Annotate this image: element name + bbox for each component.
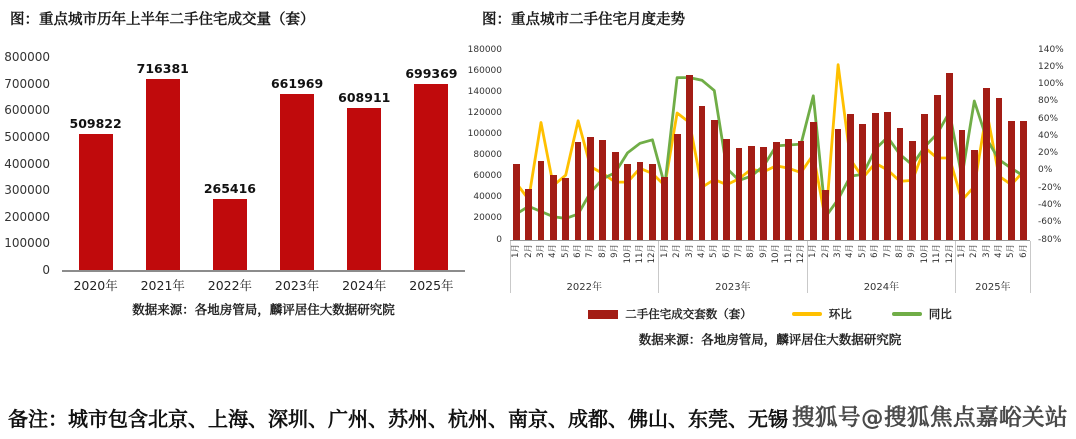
- percent-axis-tick-label: -40%: [1038, 199, 1062, 210]
- monthly-volume-bar: [624, 164, 631, 240]
- bar-2021年: [146, 79, 180, 270]
- monthly-volume-bar: [736, 148, 743, 240]
- month-tick-label: 10月: [771, 244, 782, 264]
- legend-item: [792, 306, 852, 322]
- bar-value-label: 608911: [338, 89, 391, 105]
- monthly-volume-bar: [773, 142, 780, 240]
- left-chart-y-axis: [0, 50, 54, 277]
- month-tick-label: 10月: [919, 244, 930, 264]
- month-tick-label: 4月: [994, 244, 1005, 258]
- right-chart-percent-axis: [1036, 44, 1076, 245]
- monthly-volume-bar: [525, 189, 532, 240]
- year-label: 2025年: [975, 282, 1011, 293]
- monthly-volume-bar: [946, 73, 953, 240]
- month-tick-label: 5月: [560, 244, 571, 258]
- left-axis-tick-label: 60000: [473, 171, 502, 182]
- month-tick-label: 4月: [548, 244, 559, 258]
- legend-label: 同比: [928, 307, 952, 321]
- month-tick-label: 1月: [808, 244, 819, 258]
- left-axis-tick-label: 160000: [467, 65, 502, 76]
- left-chart-plot-area: [62, 57, 465, 272]
- month-tick-label: 7月: [585, 244, 596, 258]
- month-tick-label: 11月: [635, 244, 645, 264]
- percent-axis-tick-label: 100%: [1038, 79, 1064, 90]
- left-axis-tick-label: 140000: [467, 86, 502, 97]
- monthly-volume-bar: [575, 142, 582, 240]
- month-tick-label: 12月: [647, 244, 658, 264]
- monthly-volume-bar: [785, 139, 792, 240]
- percent-axis-tick-label: 40%: [1038, 130, 1059, 141]
- bar-2023年: [280, 94, 314, 270]
- month-tick-label: 5月: [857, 244, 868, 258]
- month-tick-label: 1月: [956, 244, 967, 258]
- month-tick-label: 3月: [981, 244, 992, 258]
- monthly-volume-bar: [1020, 121, 1027, 240]
- month-tick-label: 4月: [696, 244, 707, 258]
- bar-value-label: 699369: [405, 65, 458, 81]
- month-tick-label: 2月: [969, 244, 980, 258]
- left-chart-x-axis: [62, 274, 465, 294]
- bar-value-label: 265416: [203, 181, 256, 197]
- monthly-volume-bar: [934, 95, 941, 240]
- percent-axis-tick-label: 80%: [1038, 96, 1059, 107]
- percent-axis-tick-label: 140%: [1038, 44, 1064, 55]
- monthly-volume-bar: [748, 146, 755, 240]
- bar-value-label: 509822: [69, 116, 122, 132]
- left-chart-source: 数据来源：各地房管局，麟评居住大数据研究院: [132, 302, 395, 317]
- monthly-volume-bar: [637, 162, 644, 240]
- month-tick-label: 1月: [511, 244, 522, 258]
- monthly-volume-bar: [587, 137, 594, 240]
- month-tick-label: 4月: [845, 244, 856, 258]
- year-label: 2024年: [863, 282, 900, 293]
- legend-label: 环比: [828, 307, 852, 321]
- monthly-volume-bar: [798, 141, 805, 240]
- month-tick-label: 2月: [523, 244, 534, 258]
- left-axis-tick-label: 40000: [473, 192, 502, 203]
- left-axis-tick-label: 100000: [467, 128, 502, 139]
- monthly-volume-bar: [760, 147, 767, 240]
- month-tick-label: 8月: [746, 244, 757, 258]
- note-text: 备注：城市包含北京、上海、深圳、广州、苏州、杭州、南京、成都、佛山、东莞、无锡: [8, 407, 788, 431]
- monthly-volume-bar: [711, 120, 718, 240]
- right-chart-source: 数据来源：各地房管局，麟评居住大数据研究院: [638, 332, 902, 347]
- year-label: 2023年: [715, 282, 751, 293]
- monthly-volume-bar: [538, 161, 545, 240]
- month-tick-label: 1月: [659, 244, 670, 258]
- month-tick-label: 6月: [1018, 244, 1029, 258]
- left-axis-tick-label: 20000: [473, 213, 502, 224]
- monthly-volume-bar: [612, 152, 619, 240]
- month-tick-label: 8月: [895, 244, 905, 258]
- left-axis-tick-label: 80000: [473, 150, 502, 161]
- monthly-volume-bar: [872, 113, 879, 240]
- percent-axis-tick-label: 60%: [1038, 113, 1059, 124]
- bar-2025年: [414, 84, 448, 270]
- x-category-label: 2025年: [409, 278, 454, 293]
- monthly-volume-bar: [674, 134, 681, 240]
- y-tick-label: 400000: [4, 156, 50, 171]
- month-tick-label: 9月: [907, 244, 918, 258]
- bar-2020年: [79, 134, 113, 270]
- month-tick-label: 10月: [622, 244, 633, 264]
- y-tick-label: 300000: [4, 183, 50, 198]
- monthly-volume-bar: [723, 139, 730, 240]
- x-category-label: 2022年: [207, 278, 253, 293]
- left-axis-tick-label: 180000: [467, 44, 502, 55]
- month-tick-label: 8月: [597, 244, 608, 258]
- monthly-volume-bar: [884, 112, 891, 240]
- monthly-volume-bar: [649, 164, 656, 240]
- monthly-volume-bar: [661, 177, 668, 240]
- monthly-volume-bar: [847, 114, 854, 240]
- month-tick-label: 11月: [783, 244, 794, 264]
- right-chart-title: 图：重点城市二手住宅月度走势: [482, 12, 685, 28]
- x-category-label: 2023年: [274, 278, 320, 293]
- monthly-volume-bar: [921, 114, 928, 240]
- legend-swatch-line: [892, 312, 922, 316]
- percent-axis-tick-label: -60%: [1038, 217, 1062, 228]
- monthly-volume-bar: [562, 178, 569, 240]
- left-axis-tick-label: 0: [496, 234, 502, 245]
- monthly-volume-bar: [699, 106, 706, 240]
- monthly-volume-bar: [983, 88, 990, 240]
- monthly-volume-bar: [810, 122, 817, 240]
- bar-2022年: [213, 199, 247, 270]
- y-tick-label: 100000: [4, 236, 50, 251]
- x-category-label: 2024年: [342, 278, 387, 293]
- month-tick-label: 3月: [684, 244, 695, 258]
- x-category-label: 2021年: [140, 278, 185, 293]
- legend-swatch-bar: [588, 310, 618, 319]
- bar-value-label: 716381: [136, 61, 189, 77]
- month-tick-label: 6月: [721, 244, 732, 258]
- percent-axis-tick-label: -20%: [1038, 182, 1062, 193]
- monthly-volume-bar: [909, 141, 916, 240]
- legend-swatch-line: [792, 312, 822, 316]
- monthly-volume-bar: [996, 98, 1003, 241]
- right-chart-left-axis: [454, 44, 506, 245]
- right-chart-legend: [510, 306, 1030, 322]
- monthly-volume-bar: [1008, 121, 1015, 240]
- left-axis-tick-label: 120000: [467, 107, 502, 118]
- percent-axis-tick-label: 0%: [1038, 165, 1053, 176]
- monthly-volume-bar: [513, 164, 520, 240]
- month-tick-label: 5月: [709, 244, 720, 258]
- year-label: 2022年: [566, 282, 602, 293]
- month-tick-label: 6月: [573, 244, 584, 258]
- monthly-volume-bar: [686, 75, 693, 240]
- month-tick-label: 12月: [944, 244, 955, 264]
- bar-2024年: [347, 108, 381, 270]
- monthly-volume-bar: [822, 190, 829, 240]
- monthly-volume-bar: [550, 175, 557, 240]
- legend-label: 二手住宅成交套数（套）: [625, 307, 752, 321]
- percent-axis-tick-label: 120%: [1038, 61, 1064, 72]
- year-group-separator: [1030, 241, 1031, 293]
- month-tick-label: 6月: [870, 244, 881, 258]
- legend-item: [588, 306, 752, 322]
- percent-axis-tick-label: 20%: [1038, 148, 1059, 159]
- y-tick-label: 0: [42, 263, 50, 277]
- legend-item: [892, 306, 952, 322]
- month-tick-label: 7月: [734, 244, 745, 258]
- watermark-text: 搜狐号@搜狐焦点嘉峪关站: [792, 405, 1069, 431]
- y-tick-label: 200000: [4, 209, 50, 224]
- month-tick-label: 5月: [1006, 244, 1017, 258]
- y-tick-label: 700000: [4, 76, 50, 91]
- month-tick-label: 7月: [882, 244, 893, 258]
- y-tick-label: 500000: [4, 129, 50, 144]
- month-tick-label: 11月: [932, 244, 943, 264]
- monthly-volume-bar: [835, 129, 842, 240]
- month-tick-label: 2月: [672, 244, 683, 258]
- month-tick-label: 3月: [535, 244, 546, 258]
- month-tick-label: 12月: [795, 244, 806, 264]
- bar-value-label: 661969: [270, 75, 324, 91]
- right-chart-x-axis: [510, 241, 1030, 297]
- y-tick-label: 800000: [4, 50, 50, 64]
- monthly-volume-bar: [971, 150, 978, 240]
- monthly-volume-bar: [897, 128, 904, 240]
- monthly-volume-bar: [859, 124, 866, 240]
- monthly-volume-bar: [959, 130, 966, 240]
- month-tick-label: 2月: [820, 244, 831, 258]
- y-tick-label: 600000: [4, 103, 50, 118]
- right-chart-plot-area: [510, 50, 1030, 241]
- x-category-label: 2020年: [73, 278, 118, 293]
- percent-axis-tick-label: -80%: [1038, 234, 1062, 245]
- monthly-volume-bar: [599, 140, 606, 240]
- month-tick-label: 3月: [833, 244, 844, 258]
- month-tick-label: 9月: [610, 244, 621, 258]
- left-chart-title: 图：重点城市历年上半年二手住宅成交量（套）: [10, 12, 315, 28]
- month-tick-label: 9月: [758, 244, 769, 258]
